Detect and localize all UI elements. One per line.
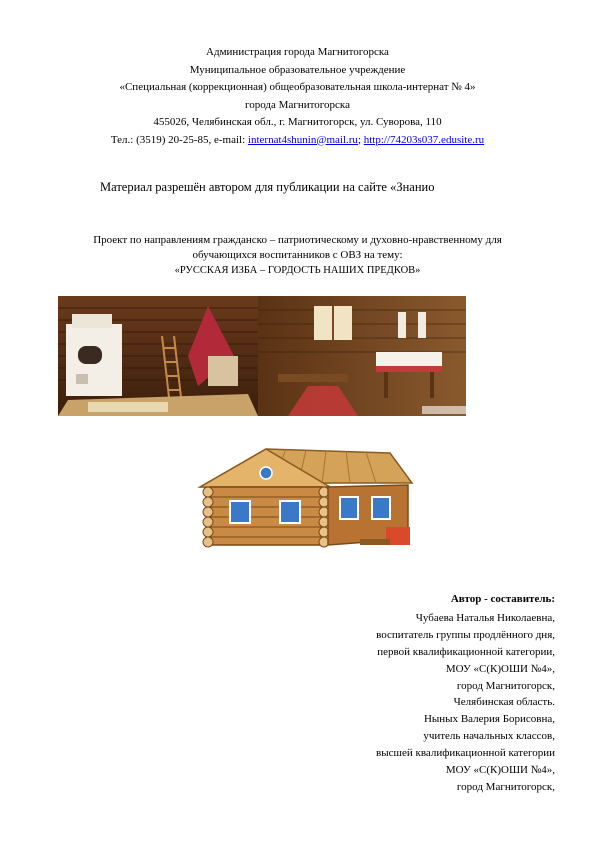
institution-type-line: Муниципальное образовательное учреждение [189, 63, 406, 76]
address-line: 455026, Челябинская обл., г. Магнитогорск, ул. Суворова, 110 [153, 116, 442, 128]
author-line: Чубаева Наталья Николаевна, [415, 611, 555, 624]
author-line: первой квалификационной категории, [377, 645, 555, 658]
author-line: Челябинская область. [453, 696, 555, 709]
project-line-1: Проект по направлениям гражданско – патриотическому и духовно-нравственному для [93, 234, 502, 246]
author-heading: Автор - составитель: [450, 593, 555, 605]
project-topic: «РУССКАЯ ИЗБА – ГОРДОСТЬ НАШИХ ПРЕДКОВ» [174, 265, 421, 276]
log-house-icon [190, 443, 415, 553]
author-line: МОУ «С(К)ОШИ №4», [445, 662, 555, 675]
school-name-line: «Специальная (коррекционная) общеобразовательная школа-интернат № 4» [119, 81, 476, 93]
project-description [0, 233, 595, 278]
administration-line: Администрация города Магнитогорска [206, 46, 389, 58]
izba-interior-photo [58, 296, 466, 416]
log-house-drawing [190, 443, 415, 553]
school-header [0, 44, 595, 149]
author-line: город Магнитогорск, [456, 679, 555, 692]
website-link[interactable]: http://74203s037.edusite.ru [363, 133, 485, 146]
city-line: города Магнитогорска [245, 98, 350, 111]
phone-label: Тел.: (3519) 20-25-85, e-mail: [110, 133, 248, 146]
contact-separator: ; [357, 133, 364, 146]
author-line: МОУ «С(К)ОШИ №4», [445, 764, 555, 777]
publication-permit-note: Материал разрешён автором для публикации на сайте «Знанио [100, 180, 435, 194]
author-line: воспитатель группы продлённого дня, [376, 628, 555, 641]
contact-line [0, 132, 595, 150]
author-line: Ныных Валерия Борисовна, [423, 713, 555, 726]
author-block [376, 591, 555, 796]
author-line: учитель начальных классов, [423, 730, 555, 743]
author-line: высшей квалификационной категории [376, 747, 555, 760]
author-line: город Магнитогорск, [456, 780, 555, 793]
email-link[interactable]: internat4shunin@mail.ru [247, 133, 358, 146]
project-line-2: обучающихся воспитанников с ОВЗ на тему: [192, 249, 403, 261]
izba-interior-illustration [58, 296, 466, 416]
